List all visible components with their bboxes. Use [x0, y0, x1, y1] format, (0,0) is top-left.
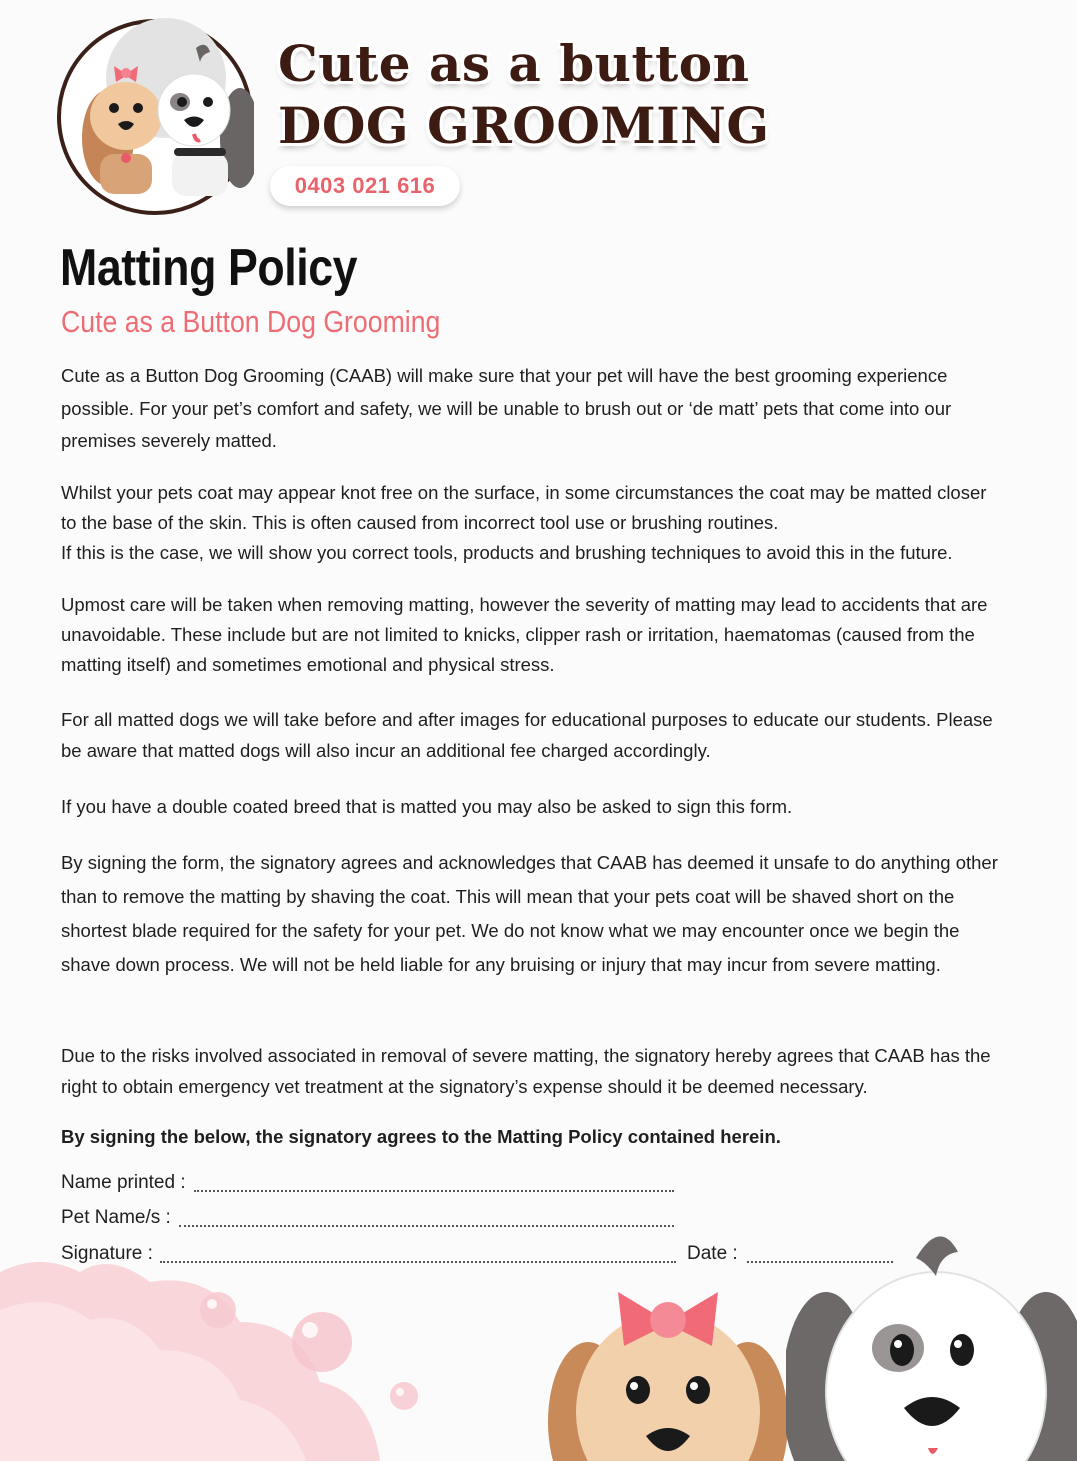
phone-number[interactable]: 0403 021 616: [270, 166, 460, 206]
policy-paragraph-4: For all matted dogs we will take before and after images for educational purposes to educate our students. Please be aware that matted dogs will also incur an additional fee charged accordingly.: [61, 709, 993, 761]
policy-paragraph-2: [61, 478, 1001, 568]
policy-paragraph-1: Cute as a Button Dog Grooming (CAAB) will make sure that your pet will have the best grooming experience possible. For your pet’s comfort and safety, we will be unable to brush out or ‘de matt’ pets that come into our premises severely matted.: [61, 365, 952, 451]
pet-name-label: Pet Name/s :: [61, 1207, 171, 1228]
girl-dog-illustration: [548, 1262, 788, 1461]
boy-dog-illustration: [786, 1222, 1077, 1461]
page-subtitle: Cute as a Button Dog Grooming: [61, 304, 441, 339]
policy-paragraph-7: Due to the risks involved associated in removal of severe matting, the signatory hereby agrees that CAAB has the right to obtain emergency vet treatment at the signatory’s expense should it be deemed necessary.: [61, 1045, 991, 1097]
policy-paragraph-2b: If this is the case, we will show you correct tools, products and brushing techniques to avoid this in the future.: [61, 542, 953, 563]
policy-paragraph-5: If you have a double coated breed that is matted you may also be asked to sign this form.: [61, 796, 793, 817]
name-printed-field[interactable]: [194, 1188, 674, 1192]
brand-name: Cute as a button: [278, 34, 750, 93]
policy-paragraph-3: Upmost care will be taken when removing matting, however the severity of matting may lead to accidents that are unavoidable. These include but are not limited to knicks, clipper rash or irritation, haematomas (caused from the matting itself) and sometimes emotional and physical stress.: [61, 594, 988, 675]
agreement-statement: By signing the below, the signatory agrees to the Matting Policy contained herein.: [61, 1126, 781, 1147]
pet-name-field[interactable]: [179, 1223, 674, 1227]
bubbles-decoration: [190, 1282, 430, 1422]
date-label: Date :: [687, 1243, 738, 1264]
brand-tagline: DOG GROOMING: [278, 96, 770, 155]
name-printed-label: Name printed :: [61, 1172, 186, 1193]
logo-badge: [56, 18, 254, 216]
signature-label: Signature :: [61, 1243, 153, 1264]
policy-paragraph-6: By signing the form, the signatory agrees and acknowledges that CAAB has deemed it unsafe to do anything other than to remove the matting by shaving the coat. This will mean that your pets coat will be shaved short on the shortest blade required for the safety for your pet. We do not know what we may encounter once we begin the shave down process. We will not be held liable for any bruising or injury that may incur from severe matting.: [61, 852, 998, 975]
policy-paragraph-2a: Whilst your pets coat may appear knot free on the surface, in some circumstances the coat may be matted closer to the base of the skin. This is often caused from incorrect tool use or brushing routines.: [61, 482, 987, 533]
page-title: Matting Policy: [60, 239, 358, 297]
